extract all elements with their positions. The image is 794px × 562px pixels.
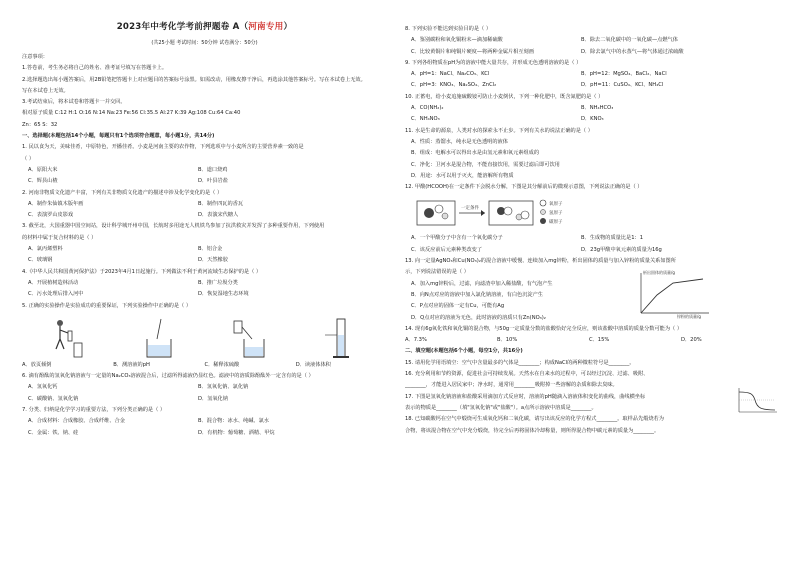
- option[interactable]: D．叶县岩盐: [198, 178, 228, 185]
- question-2: 2. 河南非物质文化遗产丰富，下列有关非物质文化遗产的描述中涉及化学变化的是（ ）: [22, 189, 223, 196]
- option[interactable]: A．7.3%: [405, 337, 427, 344]
- option[interactable]: D．23g甲酸中氧元素的质量为16g: [581, 246, 662, 253]
- option[interactable]: B．制作四瓦的香瓦: [198, 200, 244, 207]
- zinc-mass-graph: [633, 269, 713, 319]
- option[interactable]: A．合成材料：合成橡胶、合成纤维、合金: [28, 418, 125, 425]
- question-14: 14. 现有6g氧化铁和氧化铜的混合物，与50g一定质量分数的盐酸恰好完全反应，则该盐酸中溶质的质量分数可能为（ ）: [405, 325, 683, 332]
- option[interactable]: C．15%: [589, 337, 610, 344]
- question-5-figures: [22, 313, 387, 359]
- section-2-heading: 二、填空题(本题包括6个小题，每空1分，共16分): [405, 348, 523, 355]
- option[interactable]: A．性质：蒸馏水，纯水是无色透明的液体: [411, 138, 508, 145]
- figure-ph-test: [113, 317, 204, 359]
- option[interactable]: A．一个甲酸分子中含有一个氧化碳分子: [411, 235, 503, 242]
- ph-curve-graph: [735, 386, 779, 416]
- option[interactable]: C．玻璃钢: [28, 257, 53, 264]
- option[interactable]: B．向N点对应的溶液中加入氯化钠溶液，有白色沉淀产生: [411, 291, 543, 298]
- option[interactable]: C．比较黄铜片和纯铜片硬度—将两种金属片相互刻画: [411, 48, 534, 55]
- exam-info: (共25小题 考试时间：50分钟 试卷满分：50分): [151, 40, 258, 46]
- question-10: 10. 正蓄电，给小麦追施硫酸铵可防止小麦倒伏，下列一种化肥中，既含氮肥的是（ ）: [405, 93, 604, 100]
- legend-carbon: 碳原子: [549, 220, 563, 226]
- option[interactable]: B．组成：电解水可以得出水是由氢元素和氧元素组成的: [411, 150, 540, 157]
- question-13: 13. 向一定量AgNO₃和Cu(NO₃)₂的混合溶液中缓慢、连续加入mg锌粉，析出固体的质量与加入锌粉的质量关系如图所: [405, 258, 676, 265]
- question-7: 7. 分类、归纳是化学学习的重要方法，下列分类正确的是（ ）: [22, 407, 166, 414]
- option[interactable]: B．测溶液的pH: [113, 361, 150, 368]
- question-3-cont: 的材料中属于复合材料的是（ ）: [22, 234, 97, 241]
- option[interactable]: A．氯丙烯塑料: [28, 246, 63, 253]
- question-16: 16. 充分利用和节约资源，促进社会可持续发展。天然水在自来水的过程中，可以经过沉淀、过滤、吸附、: [405, 371, 649, 378]
- option[interactable]: C．辉县山楂: [28, 178, 58, 185]
- notes-heading: 注意事项：: [22, 54, 48, 60]
- title-region: 河南专用: [248, 22, 284, 32]
- figure-pouring-liquid: [22, 317, 113, 359]
- section-1-heading: 一、选择题(本题包括14个小题，每题只有1个选项符合题意，每小题1分，共14分): [22, 133, 215, 140]
- question-4: 4.《中华人民共和国黄河保护法》于2023年4月1日起施行。下列做法不利于黄河流域生态保护的是（ ）: [22, 268, 262, 275]
- question-8: 8. 下列实验不能达到实验目的是（ ）: [405, 26, 492, 32]
- question-18[interactable]: 18. 已知碳酸钙在空气中煅烧可生成氧化钙和二氧化碳，请写出该反应的化学方程式________。取样品先煅烧若为: [405, 416, 664, 423]
- option[interactable]: D．Q点对应的溶液为无色，此时溶液的溶质只有Zn(NO₃)₂: [411, 314, 546, 321]
- option[interactable]: A．开展植树造林活动: [28, 279, 79, 286]
- option[interactable]: D．用途：水可以用于灭火，能溶解所有物质: [411, 172, 514, 179]
- note-1: 1.答卷前，考生务必将自己的姓名、准考证号填写在答题卡上。: [22, 65, 168, 72]
- molecule-diagram: [415, 195, 780, 231]
- option[interactable]: B．NH₄HCO₃: [581, 105, 614, 112]
- option[interactable]: A．氢氧化钙: [28, 384, 58, 391]
- option[interactable]: C．金属：铁、钠、硅: [28, 429, 79, 436]
- note-2b: 写在本试卷上无效。: [22, 87, 69, 94]
- question-1-bracket: （ ）: [22, 155, 35, 162]
- page-title: 2023年中考化学考前押题卷 A（河南专用）: [116, 22, 293, 32]
- option[interactable]: B．氢氧化钠、氯化钠: [198, 384, 249, 391]
- question-5-options: [22, 360, 387, 371]
- option[interactable]: A．加入mg锌粉后，过滤，向滤渣中加入稀盐酸，有气泡产生: [411, 280, 553, 287]
- option[interactable]: B．10%: [497, 337, 518, 344]
- option[interactable]: B．推广垃圾分类: [198, 279, 238, 286]
- option[interactable]: A．制作朱仙镇木版年画: [28, 200, 84, 207]
- option[interactable]: C．碳酸钠、氢氧化钠: [28, 395, 79, 402]
- option[interactable]: D．KNO₃: [581, 116, 604, 123]
- option[interactable]: C．稀释浓硫酸: [204, 361, 240, 368]
- option[interactable]: D．pH=11：CuSO₄、KCl、NH₄Cl: [581, 82, 664, 89]
- question-18-cont[interactable]: 合物，将该混合物在空气中充分煅烧，待完全后再将固体冷却称量，则所得混合物中碳元素的质量为________。: [405, 427, 660, 434]
- option[interactable]: D．天然橡胶: [198, 257, 228, 264]
- option[interactable]: A．pH=1：NaCl、Na₂CO₃、KCl: [411, 71, 490, 78]
- right-page: [397, 0, 794, 562]
- option[interactable]: C．P点对应的固体一定有Cu，可能有Ag: [411, 303, 505, 310]
- option[interactable]: D．读液体体积: [295, 361, 331, 368]
- option[interactable]: B．生成物的质量比是1：1: [581, 235, 644, 242]
- graph-x-label: 锌粉的质量/g: [677, 313, 701, 319]
- option[interactable]: B．道口烧鸡: [198, 166, 228, 173]
- question-17-block: [405, 392, 780, 415]
- figure-dilute-acid: [205, 317, 296, 359]
- question-11: 11. 水是生命的源泉，人类对水的探索永不止步。下列有关水的说法正确的是（ ）: [405, 127, 593, 134]
- question-13-cont: 示，下列说法错误的是（ ）: [405, 269, 469, 276]
- question-17-cont[interactable]: 表示的物质是________（填"氢氧化钠"或"盐酸"）。a点所示溶液中溶质是________。: [405, 404, 597, 411]
- option[interactable]: A．放页倾倒: [22, 361, 52, 368]
- option[interactable]: D．有机物：葡萄糖、酒精、甲烷: [198, 429, 275, 436]
- arrow-label: 一定条件: [461, 206, 479, 212]
- question-3: 3. 截至北，大国重器中国空间站，设计科学城开州中国，长航时多用途无人机铁鸟参加了抗洪救灾并发挥了多种重要作用，下列使用: [22, 223, 325, 230]
- legend-oxygen: 氧原子: [549, 202, 563, 208]
- option[interactable]: C．污水处理后排入河中: [28, 291, 84, 298]
- option[interactable]: D．表演宋代糖人: [198, 212, 239, 219]
- question-6: 6. 滴有酚酞的氢氧化钠溶液与一定量的Na₂CO₃溶液混合后，过滤所得滤液仍显红色。滤液中的溶质除酚酞外一定含有的是（ ）: [22, 373, 314, 380]
- option[interactable]: C．净化：卫河水是混合物，不能直接饮用，需要过滤后即可饮用: [411, 161, 560, 168]
- option[interactable]: C．pH=3：KNO₃、Na₂SO₄、ZnCl₂: [411, 82, 497, 89]
- question-16-cont[interactable]: ________，才能进入居民家中；净水时，通常用________吸附掉一些溶解的杂质和除去臭味。: [405, 382, 618, 389]
- note-2: 2.选择题选出每小题答案后，用2B铅笔把答题卡上对应题目的答案标号涂黑。如需改动，用橡皮擦干净后，再选涂其他答案标号。写在本试卷上无效。: [22, 76, 366, 83]
- option[interactable]: C．NH₄NO₃: [411, 116, 440, 123]
- option[interactable]: D．恢复湿地生态环境: [198, 291, 249, 298]
- option[interactable]: D．氢氧化钠: [198, 395, 228, 402]
- option[interactable]: D．20%: [681, 337, 702, 344]
- figure-read-volume: [296, 317, 387, 359]
- option[interactable]: B．除去二氧化碳中的一氧化碳—点燃气体: [581, 37, 678, 44]
- atomic-masses-2: Zn：65 S：32: [22, 121, 58, 128]
- option[interactable]: C．表演罗山皮影戏: [28, 212, 74, 219]
- note-3: 3.考试结束后，将本试卷和答题卡一并交回。: [22, 99, 126, 106]
- question-12: 12. 甲酸(HCOOH)在一定条件下会脱水分解，下图是其分解前后的微观示意图，下列说法正确的是（ ）: [405, 184, 643, 191]
- question-17: 17. 下图是氢氧化钠溶液和盐酸采用滴加方式反应时，溶液的pH随滴入溶液体积变化的曲线，曲线横坐标: [405, 393, 646, 400]
- option[interactable]: B．混合物：冰水、纯碱、氯水: [198, 418, 269, 425]
- option[interactable]: A．CO(NH₂)₂: [411, 105, 444, 112]
- question-15[interactable]: 15. 请用化学用语填空：空气中含量最多的气体是________；构成NaCl的两种微粒符号是________。: [405, 359, 635, 366]
- option[interactable]: B．铝合金: [198, 246, 223, 253]
- option[interactable]: D．除去氯气中的水蒸气—将气体通过浓硫酸: [581, 48, 684, 55]
- option[interactable]: B．pH=12：MgSO₄、BaCl₂、NaCl: [581, 71, 667, 78]
- option[interactable]: C．该反应前后元素种类改变了: [411, 246, 483, 253]
- atomic-masses: 相对原子质量 C:12 H:1 O:16 N:14 Na:23 Fe:56 Cl:35.5 Al:27 K:39 Ag:108 Cu:64 Ca:40: [22, 110, 241, 117]
- question-9: 9. 下列各组物质在pH为的溶液中能大量共存，并形成无色透明溶液的是（ ）: [405, 59, 582, 66]
- legend-hydrogen: 氢原子: [549, 211, 563, 217]
- question-1: 1. 民以食为天，美味佳肴，中原特色，开播佳肴。小麦是河南主要的农作物，下列选项中与小麦所含的主要营养素一致的是: [22, 144, 304, 151]
- option[interactable]: A．原阳大米: [28, 166, 58, 173]
- question-5: 5. 正确的实验操作是实验成功的重要保证，下列实验操作中正确的是（ ）: [22, 302, 192, 309]
- option[interactable]: A．鉴别碳粉和氧化铜粉末—滴加稀硫酸: [411, 37, 503, 44]
- question-1-options: [22, 165, 387, 176]
- graph-y-label: 析出固体的质量/g: [643, 269, 675, 275]
- reaction-diagram-svg: [415, 197, 575, 229]
